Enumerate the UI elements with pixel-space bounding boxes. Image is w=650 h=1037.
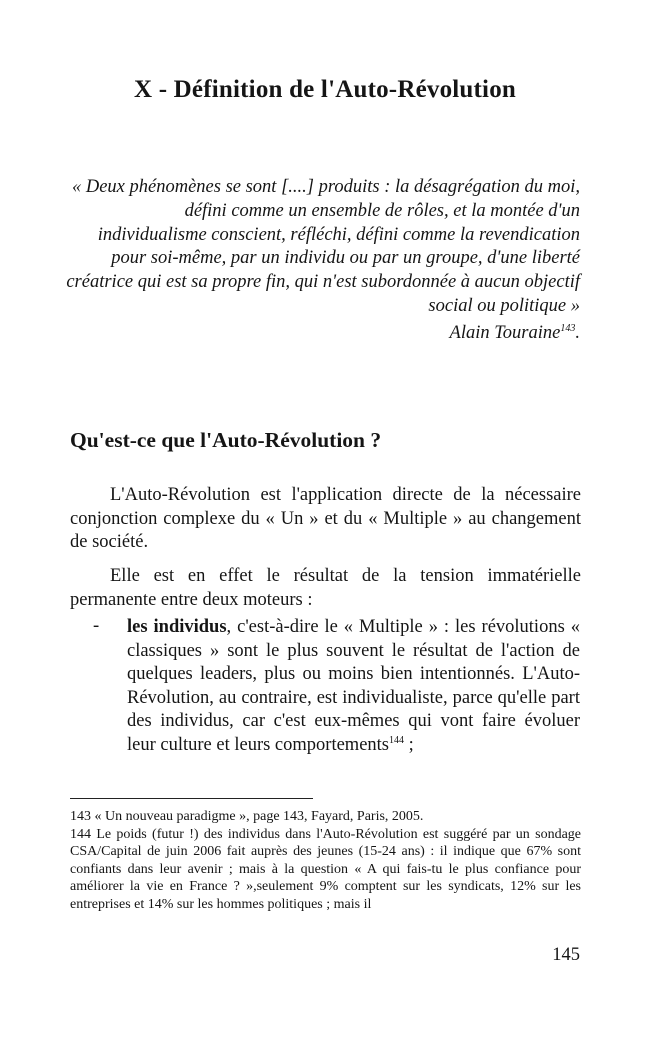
footnotes <box>70 808 581 914</box>
footnote-ref-143: 143 <box>560 322 576 334</box>
epigraph-quote <box>60 176 580 346</box>
epigraph-line: social ou politique » <box>428 295 580 316</box>
section-title: Qu'est-ce que l'Auto-Révolution ? <box>70 428 382 452</box>
author-end: . <box>575 322 580 343</box>
epigraph-author <box>60 322 580 346</box>
author-name: Alain Touraine <box>449 322 561 343</box>
epigraph-line: « Deux phénomènes se sont [....] produits : la désagrégation du moi, <box>71 177 580 197</box>
list-item-lead: les individus <box>127 617 227 637</box>
page-number: 145 <box>552 945 580 965</box>
epigraph-line: créatrice qui est sa propre fin, qui n'est subordonnée à aucun objectif <box>66 272 580 293</box>
footnote-ref-144: 144 <box>389 734 404 746</box>
body-paragraph: L'Auto-Révolution est l'application directe de la nécessaire conjonction complexe du « Un » et du « Multiple » au changement de société. <box>70 485 581 552</box>
chapter-title: X - Définition de l'Auto-Révolution <box>134 76 516 103</box>
body-paragraph: Elle est en effet le résultat de la tension immatérielle permanente entre deux moteurs : <box>70 566 581 610</box>
epigraph-line: défini comme un ensemble de rôles, et la montée d'un <box>184 200 580 221</box>
footnote-144: 144 Le poids (futur !) des individus dans l'Auto-Révolution est suggéré par un sondage CSA/Capital de juin 2006 fait auprès des jeunes (15-24 ans) : il indique que 67% sont confiants dans leur avenir ; mais à la question « A qui fais-tu le plus confiance pour améliorer la vie en France ? »,seulement 9% comptent sur les syndicats, 12% sur les entreprises et 14% sur les hommes politiques ; mais il <box>70 826 581 912</box>
list-item <box>127 616 580 757</box>
epigraph-line: pour soi-même, par un individu ou par un groupe, d'une liberté <box>111 248 580 269</box>
epigraph-line: individualisme conscient, réfléchi, défini comme la revendication <box>97 224 580 245</box>
footnote-divider <box>70 798 313 799</box>
list-bullet-dash: - <box>93 616 100 636</box>
list-item-text: , c'est-à-dire le « Multiple » : les révolutions « classiques » sont le plus souvent le résultat de l'action de quelques leaders, plus ou moins bien intentionnés. L'Auto-Révolution, au contraire, est individualiste, parce qu'elle part des individus, car c'est eux-mêmes qui vont faire évoluer leur culture et leurs comportements <box>127 617 580 755</box>
list-item-end: ; <box>404 734 414 755</box>
footnote-143: 143 « Un nouveau paradigme », page 143, Fayard, Paris, 2005. <box>70 809 424 824</box>
